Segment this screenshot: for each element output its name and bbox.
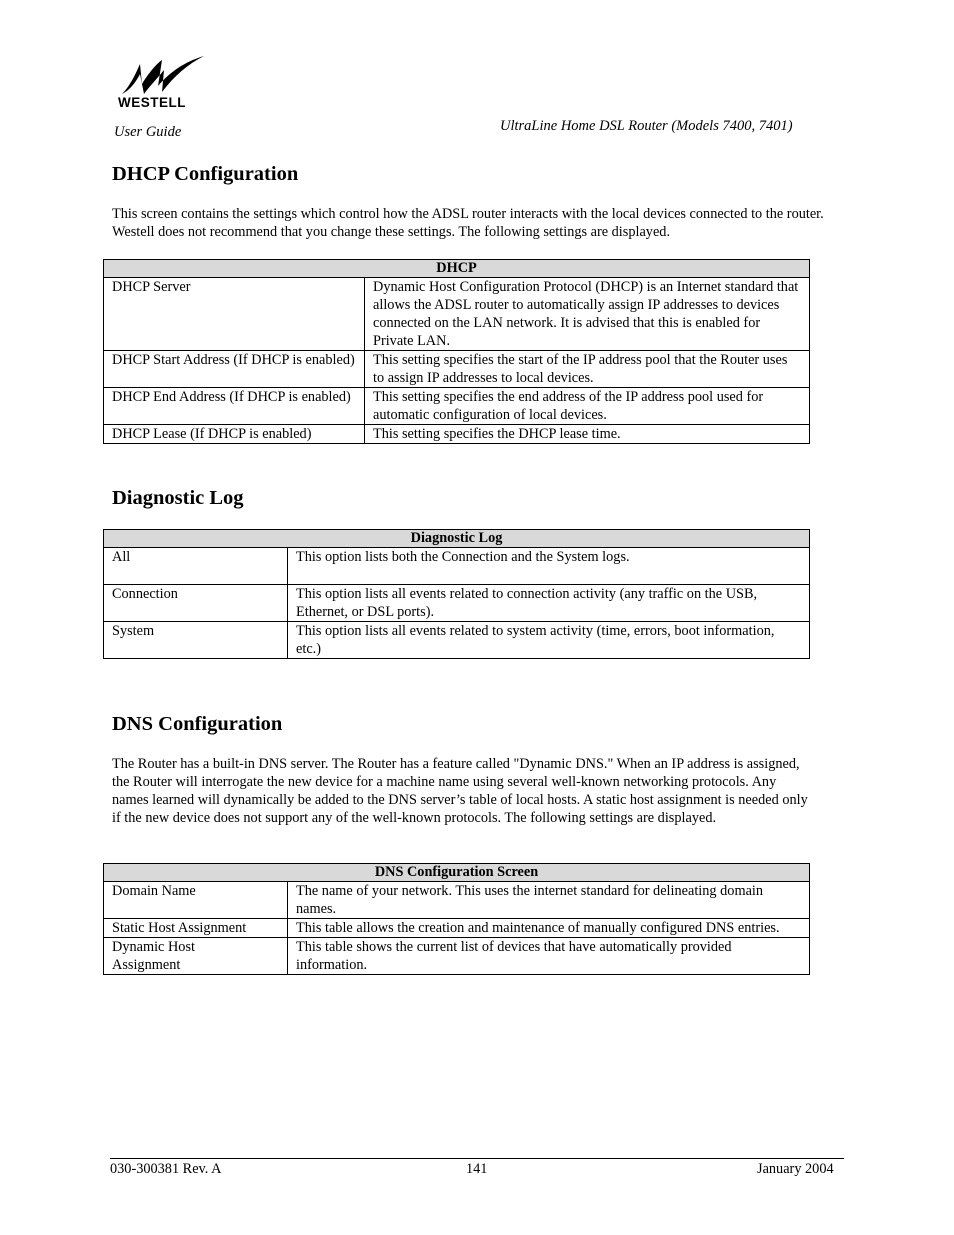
dns-section-title: DNS Configuration bbox=[112, 713, 283, 735]
table-row bbox=[104, 938, 810, 975]
diag-section-title: Diagnostic Log bbox=[112, 487, 244, 509]
setting-name: System bbox=[104, 622, 288, 659]
diag-table bbox=[103, 529, 810, 659]
setting-description: The name of your network. This uses the internet standard for delineating domain names. bbox=[288, 882, 810, 919]
setting-name: All bbox=[104, 548, 288, 585]
dhcp-intro: This screen contains the settings which control how the ADSL router interacts with the local devices connected to the router. Westell does not recommend that you change these settings. The following settings are displayed. bbox=[112, 206, 824, 240]
setting-description: This option lists both the Connection and the System logs. bbox=[288, 548, 810, 585]
footer-divider bbox=[110, 1158, 844, 1159]
header-product-title: UltraLine Home DSL Router (Models 7400, 7401) bbox=[500, 118, 793, 134]
setting-name: DHCP End Address (If DHCP is enabled) bbox=[104, 388, 365, 425]
table-row bbox=[104, 585, 810, 622]
setting-description: This setting specifies the end address of the IP address pool used for automatic configuration of local devices. bbox=[365, 388, 810, 425]
setting-name: Static Host Assignment bbox=[104, 919, 288, 938]
table-row bbox=[104, 425, 810, 444]
dhcp-table bbox=[103, 259, 810, 444]
setting-description: This option lists all events related to system activity (time, errors, boot information, etc.) bbox=[288, 622, 810, 659]
footer-page-number: 141 bbox=[466, 1161, 488, 1177]
setting-name: Connection bbox=[104, 585, 288, 622]
setting-description: This table shows the current list of devices that have automatically provided information. bbox=[288, 938, 810, 975]
table-row bbox=[104, 919, 810, 938]
setting-name: DHCP Lease (If DHCP is enabled) bbox=[104, 425, 365, 444]
dhcp-section-title: DHCP Configuration bbox=[112, 163, 299, 185]
table-row bbox=[104, 278, 810, 351]
dns-intro: The Router has a built-in DNS server. The Router has a feature called "Dynamic DNS." When an IP address is assigned, the Router will interrogate the new device for a machine name using several well-known networking protocols. Any names learned will dynamically be added to the DNS server’s table of local hosts. A static host assignment is needed only if the new device does not support any of the well-known protocols. The following settings are displayed. bbox=[112, 756, 808, 826]
setting-name: DHCP Server bbox=[104, 278, 365, 351]
logo-wordmark: WESTELL bbox=[118, 95, 186, 110]
footer-date: January 2004 bbox=[757, 1161, 834, 1177]
table-row bbox=[104, 882, 810, 919]
setting-name: Dynamic Host Assignment bbox=[104, 938, 288, 975]
header-user-guide: User Guide bbox=[114, 124, 182, 140]
dhcp-table-header: DHCP bbox=[104, 260, 810, 278]
setting-description: This setting specifies the DHCP lease time. bbox=[365, 425, 810, 444]
setting-description: Dynamic Host Configuration Protocol (DHCP) is an Internet standard that allows the ADSL router to automatically assign IP addresses to devices connected on the LAN network. It is advised that this is enabled for Private LAN. bbox=[365, 278, 810, 351]
westell-logo-icon bbox=[118, 54, 208, 96]
table-row bbox=[104, 622, 810, 659]
diag-table-header: Diagnostic Log bbox=[104, 530, 810, 548]
setting-description: This option lists all events related to connection activity (any traffic on the USB, Ethernet, or DSL ports). bbox=[288, 585, 810, 622]
dns-table bbox=[103, 863, 810, 975]
table-row bbox=[104, 548, 810, 585]
dns-table-header: DNS Configuration Screen bbox=[104, 864, 810, 882]
setting-name: DHCP Start Address (If DHCP is enabled) bbox=[104, 351, 365, 388]
setting-description: This table allows the creation and maintenance of manually configured DNS entries. bbox=[288, 919, 810, 938]
footer-doc-number: 030-300381 Rev. A bbox=[110, 1161, 222, 1177]
setting-name: Domain Name bbox=[104, 882, 288, 919]
table-row bbox=[104, 351, 810, 388]
westell-logo bbox=[118, 54, 208, 110]
table-row bbox=[104, 388, 810, 425]
setting-description: This setting specifies the start of the IP address pool that the Router uses to assign IP addresses to local devices. bbox=[365, 351, 810, 388]
